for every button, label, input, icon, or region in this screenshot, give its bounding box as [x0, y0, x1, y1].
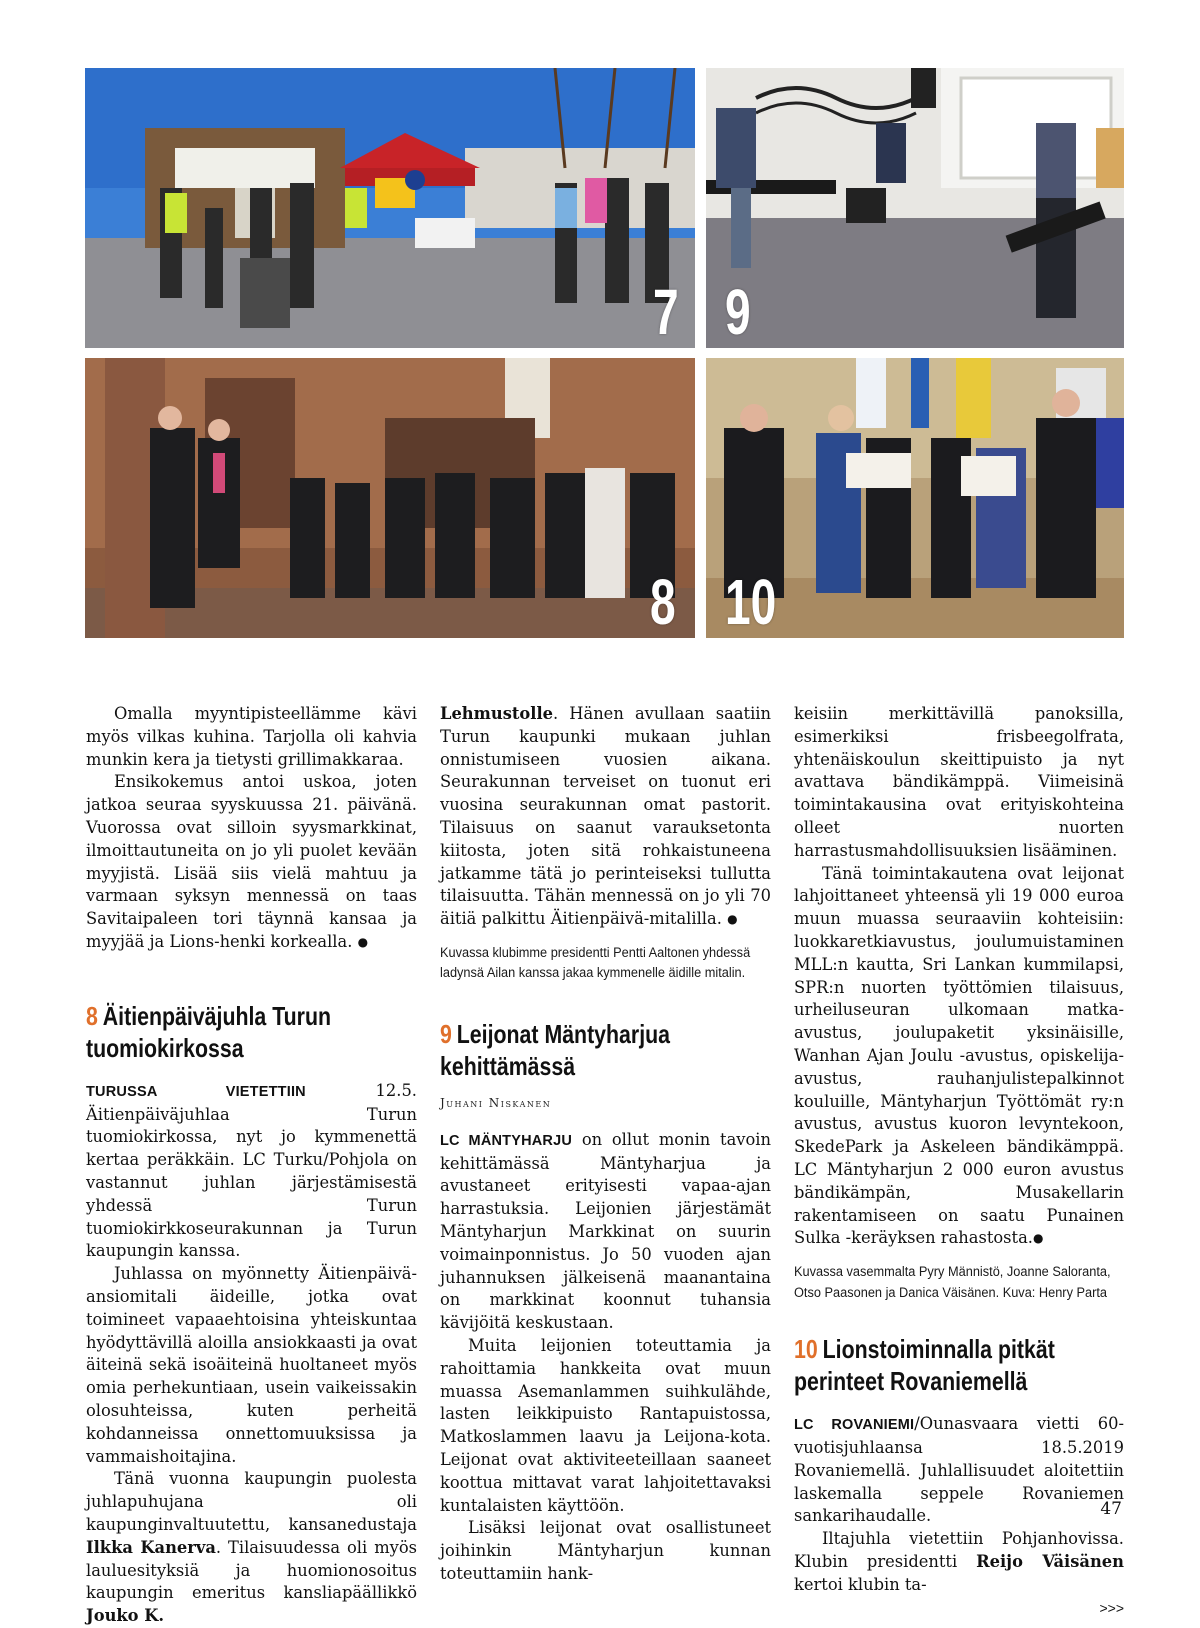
- lead-in: TURUSSA VIETETTIIN: [86, 1083, 306, 1100]
- paragraph: Lisäksi leijonat ovat osallistuneet joihinkin Mäntyharjun kunnan toteuttamiin hank-: [440, 1518, 771, 1583]
- photo-number: 8: [650, 566, 676, 638]
- section-title: Leijonat Mäntyharjua kehittämässä: [440, 1018, 671, 1081]
- church-photo-illustration: [85, 358, 695, 638]
- paragraph: [86, 1468, 417, 1628]
- paragraph-text: 12.5. Äitienpäiväjuhlaa Turun tuomiokirkossa, nyt jo kymmenettä kertaa peräkkäin. LC Turku/Pohjola on vastannut juhlan järjestämisestä yhdessä Turun tuomiokirkkoseurakunnan ja Turun kaupungin kanssa.: [86, 1080, 417, 1261]
- page-number: 47: [1100, 1499, 1122, 1519]
- paragraph: [794, 863, 1124, 1251]
- band-photo-illustration: [706, 68, 1124, 348]
- photo-10-rovaniemi: [706, 358, 1124, 638]
- end-mark: ●: [727, 912, 738, 927]
- byline: Juhani Niskanen: [440, 1095, 552, 1110]
- paragraph: Omalla myyntipisteellämme kävi myös vilkas kuhina. Tarjolla oli kahvia munkin kera ja tietysti grillimakkaraa.: [86, 704, 417, 769]
- text-column-2: [440, 703, 771, 1586]
- person-name: Jouko K.: [86, 1606, 165, 1626]
- paragraph-text: Ensikokemus antoi uskoa, joten jatkoa seuraa syyskuussa 21. päivänä. Vuorossa ovat silloin syysmarkkinat, ilmoittautuneita on jo yli puolet kevään myyjistä. Lisää siis vielä mahtuu ja varmaan syksyn mennessä on taas Savitaipaleen tori täynnä kansaa ja myyjää ja Lions-henki korkealla.: [86, 772, 417, 951]
- paragraph-text: . Tilaisuudessa oli myös lauluesityksiä ja huomionosoitus kaupungin emeritus kansliapäällikkö: [86, 1537, 417, 1603]
- paragraph: [794, 1528, 1124, 1596]
- paragraph: Juhlassa on myönnetty Äitienpäivä-ansiomitali äideille, jotka ovat toimineet vapaaehtoisina yhteiskuntaa hyödyttävillä aloilla ansiokkaasti ja ovat äiteinä sekä isoäiteinä huoltaneet myös omia perhekuntiaan, usein vaikeissakin olosuhteissa, kuten perheitä kohdanneissa onnettomuuksissa ja vammaishoitajina.: [86, 1264, 417, 1466]
- section-title: Äitienpäiväjuhla Turun tuomiokirkossa: [86, 1000, 332, 1063]
- paragraph-text: . Hänen avullaan saatiin Turun kaupunki mukaan juhlan onnistumiseen vuosien aikana. Seurakunnan terveiset on tuonut eri vuosina seurakunnan omat pastorit. Tilaisuus on saanut varauksetonta kiitosta, joten sitä rohkaistuneena jatkamme tätä jo perinteiseksi tullutta tilaisuutta. Tähän mennessä on jo yli 70 äitiä palkittu Äitienpäivä-mitalilla.: [440, 704, 771, 929]
- paragraph-text: Tänä toimintakautena ovat leijonat lahjoittaneet yhteensä yli 19 000 euroa muun muassa seuraaviin kohteisiin: luokkaretkiavustus, joulumuistaminen MLL:n kautta, Sri Lankan kummilapsi, SPR:n nuorten työttömien tilaisuus, urheiluseuran ulkomaan matka-avustus, joulupaketit yksinäisille, Wanhan Ajan Joulu -avustus, opiskelija-avustus, rauhanjulistepalkinnot kouluille, Mäntyharjun Työttömät ry:n avustus, avustus kuoron levyntekoon, SkedePark ja Askeleen bändikämppä. LC Mäntyharjun 2 000 euron avustus bändikämpän, Musakellarin rakentamiseen on saatu Punainen Sulka -keräyksen rahastosta.: [794, 863, 1124, 1248]
- person-name: Ilkka Kanerva: [86, 1537, 216, 1557]
- section-number: 10: [794, 1334, 818, 1365]
- paragraph-text: Tänä vuonna kaupungin puolesta juhlapuhujana oli kaupunginvaltuutettu, kansanedustaja: [86, 1469, 417, 1534]
- paragraph-text: /Ounasvaara vietti 60-vuotisjuhlaansa 18.5.2019 Rovaniemellä. Juhlallisuudet aloitettiin laskemalla seppele Rovaniemen sankarihaudalle.: [794, 1414, 1124, 1526]
- lead-in: LC ROVANIEMI: [794, 1417, 915, 1434]
- text-column-3: [794, 703, 1124, 1619]
- photo-8-caption: Kuvassa klubimme presidentti Pentti Aaltonen yhdessä ladynsä Ailan kanssa jakaa kymmenelle äidille mitalin.: [440, 944, 751, 982]
- paragraph: Muita leijonien toteuttamia ja rahoittamia hankkeita ovat muun muassa Asemanlammen suihkulähde, lasten leikkipuisto Rantapuistossa, Matkoslammen laavu ja Leijona-kota. Leijonat ovat aktiviteeteillaan saaneet koottua mittavat varat lahjoitettavaksi kuntalaisten käyttöön.: [440, 1335, 771, 1515]
- photo-number: 10: [725, 566, 777, 638]
- photo-8-church: [85, 358, 695, 638]
- lead-in: LC MÄNTYHARJU: [440, 1132, 573, 1149]
- paragraph-text: on ollut monin tavoin kehittämässä Mäntyharjua ja avustaneet erityisesti vapaa-ajan harrastuksia. Leijonien järjestämät Mäntyharjun Markkinat on suurin voimainponnistus. Jo 50 vuoden ajan juhannuksen jälkeisenä maanantaina on markkinat koonnut tuhansia kävijöitä keskustaan.: [440, 1129, 771, 1333]
- section-number: 8: [86, 1000, 98, 1031]
- photo-7-market: [85, 68, 695, 348]
- section-8-heading: [86, 1000, 417, 1064]
- section-10-heading: [794, 1333, 1124, 1397]
- photo-9-band: [706, 68, 1124, 348]
- text-column-1: [86, 703, 417, 1628]
- photo-number: 7: [653, 276, 679, 348]
- person-name: Lehmustolle: [440, 704, 553, 723]
- end-mark: ●: [1032, 1231, 1044, 1246]
- paragraph: [794, 1413, 1124, 1528]
- paragraph: [440, 1129, 771, 1335]
- continue-marker: >>>: [1099, 1599, 1124, 1616]
- market-photo-illustration: [85, 68, 695, 348]
- end-mark: ●: [357, 934, 369, 949]
- paragraph: [440, 703, 771, 931]
- paragraph-text: kertoi klubin ta-: [794, 1574, 927, 1594]
- paragraph: [86, 1080, 417, 1263]
- paragraph-text: Iltajuhla vietettiin Pohjanhovissa. Klubin presidentti: [794, 1529, 1124, 1571]
- section-title: Lionstoiminnalla pitkät perinteet Rovaniemellä: [794, 1334, 1055, 1397]
- person-name: Reijo Väisänen: [976, 1551, 1124, 1571]
- section-number: 9: [440, 1018, 452, 1049]
- paragraph: [86, 771, 417, 953]
- paragraph: keisiin merkittävillä panoksilla, esimerkiksi frisbeegolfrata, yhtenäiskoulun skeittipuisto ja nyt avattava bändikämppä. Viimeisinä toimintakausina ovat erityiskohteina olleet nuorten harrastusmahdollisuuksien lisääminen.: [794, 704, 1124, 860]
- photo-9-caption: Kuvassa vasemmalta Pyry Männistö, Joanne Saloranta, Otso Paasonen ja Danica Väisänen. Kuva: Henry Parta: [794, 1264, 1111, 1301]
- photo-number: 9: [725, 276, 751, 348]
- section-9-heading: [440, 1018, 771, 1082]
